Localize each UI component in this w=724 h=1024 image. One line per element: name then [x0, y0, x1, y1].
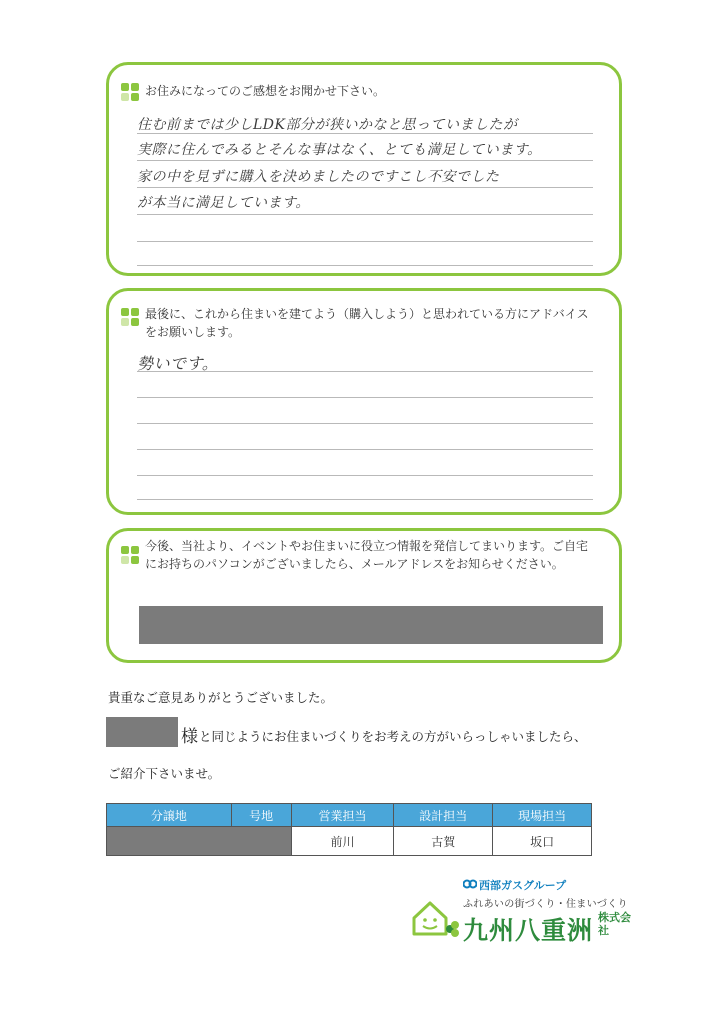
redacted-lot-cell — [107, 827, 292, 856]
answer-rule — [137, 475, 593, 476]
redacted-email — [139, 606, 603, 644]
redacted-name — [106, 717, 178, 747]
answer-rule — [137, 423, 593, 424]
answer-rule — [137, 187, 593, 188]
sama-text: 様 — [181, 727, 198, 747]
company-name: 九州八重洲 — [463, 916, 594, 945]
answer-rule — [137, 160, 593, 161]
header-lot-area: 分譲地 — [107, 804, 232, 827]
clover-icon — [121, 308, 139, 326]
answer-rule — [137, 397, 593, 398]
header-site: 現場担当 — [493, 804, 592, 827]
mail-prompt: 今後、当社より、イベントやお住まいに役立つ情報を発信してまいります。ご自宅にお持ちのパソコンがございましたら、メールアドレスをお知らせください。 — [145, 539, 589, 571]
answer-rule — [137, 499, 593, 500]
impression-prompt: お住みになってのご感想をお聞かせ下さい。 — [145, 84, 386, 98]
answer-rule — [137, 449, 593, 450]
clover-icon — [121, 83, 139, 101]
header-design: 設計担当 — [394, 804, 493, 827]
brand-tagline: ふれあいの街づくり・住まいづくり — [463, 899, 628, 910]
advice-prompt: 最後に、これから住まいを建てよう（購入しよう）と思われている方にアドバイスをお願いします。 — [145, 307, 589, 339]
handwritten-answer-line: 勢いです。 — [137, 354, 219, 373]
answer-rule — [137, 214, 593, 215]
site-staff: 坂口 — [493, 827, 592, 856]
advice-section — [106, 288, 622, 515]
header-lot-number: 号地 — [231, 804, 291, 827]
answer-rule — [137, 265, 593, 266]
sales-staff: 前川 — [291, 827, 394, 856]
handwritten-answer-line: 住む前までは少しLDK部分が狭いかなと思っていましたが — [137, 117, 518, 133]
impression-section — [106, 62, 622, 276]
clover-icon — [121, 546, 139, 564]
closing-line-3: ご紹介下さいませ。 — [108, 766, 221, 781]
handwritten-answer-line: 実際に住んでみるとそんな事はなく、とても満足しています。 — [137, 142, 542, 158]
design-staff: 古賀 — [394, 827, 493, 856]
group-name: 西部ガスグループ — [479, 879, 567, 892]
saibu-gas-mark-icon — [463, 877, 477, 891]
staff-table — [106, 803, 592, 856]
mail-section — [106, 528, 622, 663]
answer-rule — [137, 241, 593, 242]
header-sales: 営業担当 — [291, 804, 394, 827]
house-logo-icon — [410, 898, 460, 938]
handwritten-answer-line: 家の中を見ずに購入を決めましたのですこし不安でした — [137, 169, 500, 185]
closing-line-2: と同じようにお住まいづくりをお考えの方がいらっしゃいましたら、 — [199, 729, 587, 744]
company-suffix: 株式会社 — [598, 911, 631, 937]
thanks-text: 貴重なご意見ありがとうございました。 — [108, 690, 334, 705]
handwritten-answer-line: が本当に満足しています。 — [137, 195, 310, 211]
